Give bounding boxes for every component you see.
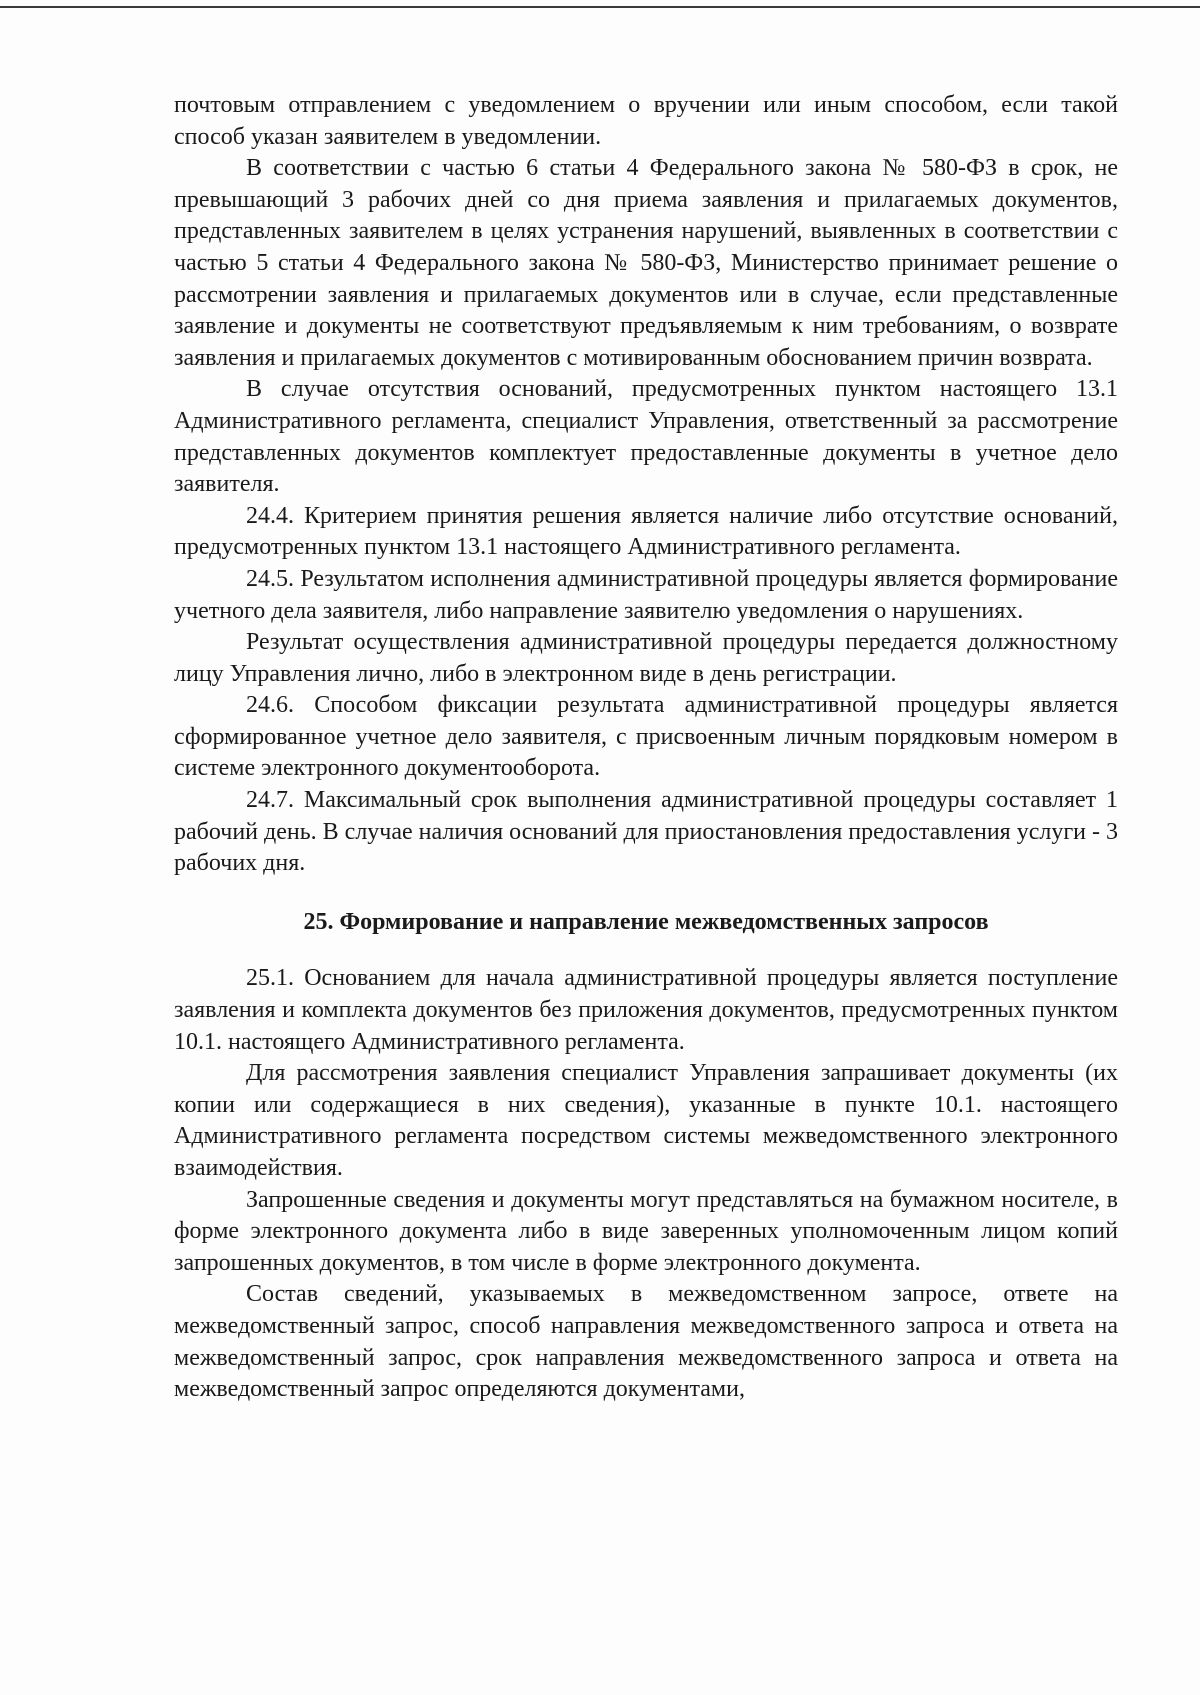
paragraph: В соответствии с частью 6 статьи 4 Федерального закона № 580-ФЗ в срок, не превышающий 3 рабочих дней со дня приема заявления и прилагаемых документов, представленных заявителем в целях устранения нарушений, выявленных в соответствии с частью 5 статьи 4 Федерального закона № 580-ФЗ, Министерство принимает решение о рассмотрении заявления и прилагаемых документов или в случае, если представленные заявление и документы не соответствуют предъявляемым к ним требованиям, о возврате заявления и прилагаемых документов с мотивированным обоснованием причин возврата. [174,155,1118,371]
document-body [174,90,1118,1406]
section-heading-25: 25. Формирование и направление межведомственных запросов [303,908,989,935]
paragraph-continuation: почтовым отправлением с уведомлением о вручении или иным способом, если такой способ указан заявителем в уведомлении. [174,92,1118,150]
paragraph: Результат осуществления административной процедуры передается должностному лицу Управления лично, либо в электронном виде в день регистрации. [174,629,1118,687]
paragraph-24-6: 24.6. Способом фиксации результата административной процедуры является сформированное учетное дело заявителя, с присвоенным личным порядковым номером в системе электронного документооборота. [174,692,1118,782]
paragraph-24-4: 24.4. Критерием принятия решения является наличие либо отсутствие оснований, предусмотренных пунктом 13.1 настоящего Административного регламента. [174,502,1118,561]
paragraph: Состав сведений, указываемых в межведомственном запросе, ответе на межведомственный запрос, способ направления межведомственного запроса и ответа на межведомственный запрос, срок направления межведомственного запроса и ответа на межведомственный запрос определяются документами, [174,1281,1118,1403]
paragraph-24-5: 24.5. Результатом исполнения административной процедуры является формирование учетного дела заявителя, либо направление заявителю уведомления о нарушениях. [174,565,1118,624]
paragraph: Запрошенные сведения и документы могут представляться на бумажном носителе, в форме электронного документа либо в виде заверенных уполномоченным лицом копий запрошенных документов, в том числе в форме электронного документа. [174,1186,1118,1276]
paragraph: В случае отсутствия оснований, предусмотренных пунктом настоящего 13.1 Административного регламента, специалист Управления, ответственный за рассмотрение представленных документов комплектует предоставленные документы в учетное дело заявителя. [174,376,1118,498]
top-edge-line [0,6,1200,8]
paragraph-24-7: 24.7. Максимальный срок выполнения административной процедуры составляет 1 рабочий день. В случае наличия оснований для приостановления предоставления услуги - 3 рабочих дня. [174,787,1119,877]
paragraph-25-1: 25.1. Основанием для начала административной процедуры является поступление заявления и комплекта документов без приложения документов, предусмотренных пунктом 10.1. настоящего Административного регламента. [174,965,1118,1055]
paragraph: Для рассмотрения заявления специалист Управления запрашивает документы (их копии или содержащиеся в них сведения), указанные в пункте 10.1. настоящего Административного регламента посредством системы межведомственного электронного взаимодействия. [174,1060,1118,1181]
